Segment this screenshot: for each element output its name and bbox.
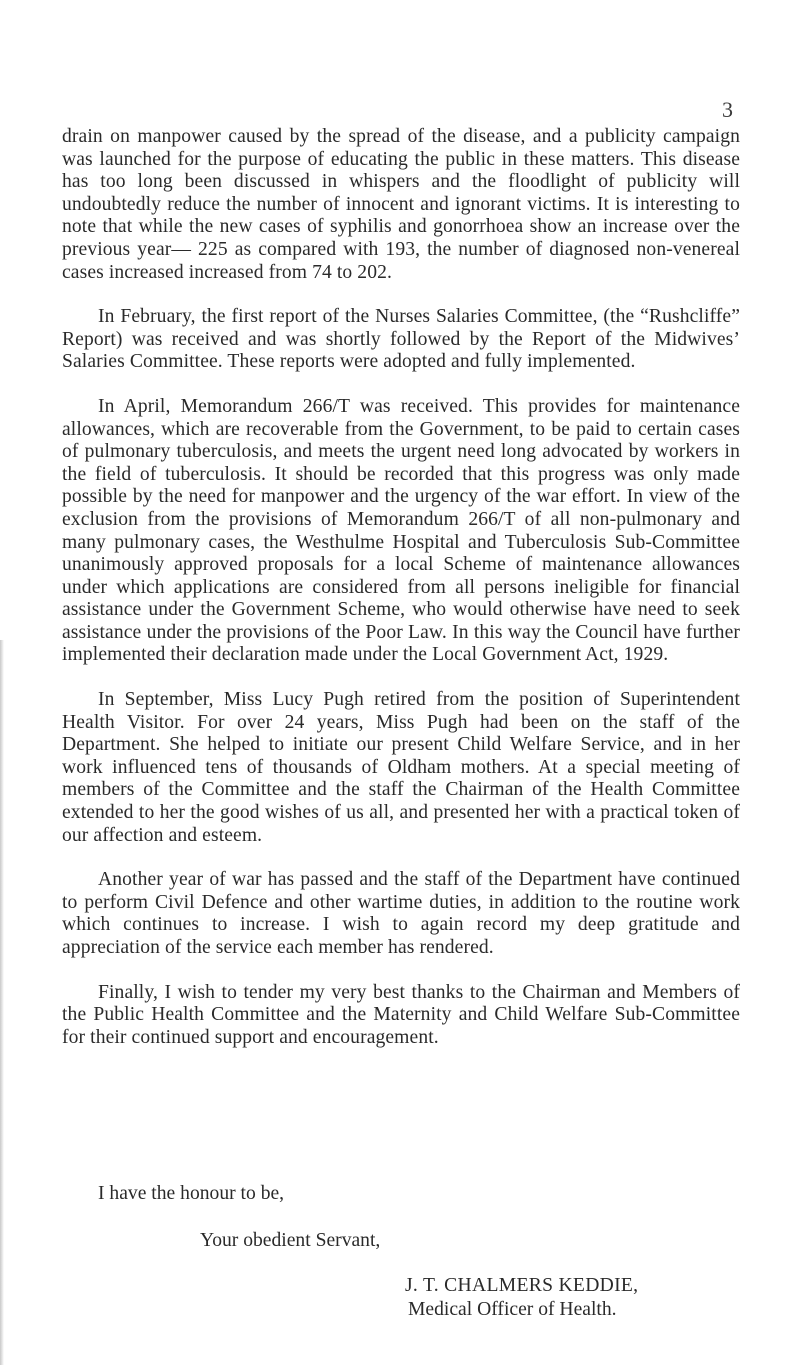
paragraph-memorandum: In April, Memorandum 266/T was received. This provides for maintenance allowances, which are recoverable from the Government, to be paid to certain cases of pulmonary tuberculosis, and meets the urgent need long advocated by workers in the field of tuberculosis. It should be recorded that this progress was only made possible by the need for manpower and the urgency of the war effort. In view of the exclusion from the provisions of Memorandum 266/T of all non-pulmonary and many pulmonary cases, the Westhulme Hospital and Tuberculosis Sub-Committee unanimously approved proposals for a local Scheme of maintenance allowances under which applications are considered from all persons ineligible for financial assistance under the Government Scheme, who would otherwise have need to seek assistance under the provisions of the Poor Law. In this way the Council have further implemented their declaration made under the Local Government Act, 1929.	[62, 395, 740, 666]
page-edge-shadow	[0, 640, 4, 1365]
paragraph-thanks: Finally, I wish to tender my very best thanks to the Chairman and Members of the Public Health Committee and the Maternity and Child Welfare Sub-Committee for their continued support and encouragement.	[62, 981, 740, 1048]
closing-line: I have the honour to be,	[98, 1183, 285, 1204]
salutation: Your obedient Servant,	[200, 1230, 381, 1251]
signature-name: J. T. CHALMERS KEDDIE,	[405, 1275, 639, 1296]
paragraph-retirement: In September, Miss Lucy Pugh retired from the position of Superintendent Health Visitor. For over 24 years, Miss Pugh had been on the staff of the Department. She helped to initiate our present Child Welfare Service, and in her work influenced tens of thousands of Oldham mothers. At a special meeting of members of the Committee and the staff the Chairman of the Health Committee extended to her the good wishes of us all, and presented her with a practical token of our affection and esteem.	[62, 689, 740, 846]
signature-title: Medical Officer of Health.	[408, 1299, 617, 1320]
paragraph-salaries-committee: In February, the first report of the Nurses Salaries Committee, (the “Rushcliffe” Report) was received and was shortly followed by the Report of the Midwives’ Salaries Committee. These reports were adopted and fully implemented.	[62, 306, 740, 373]
report-body	[62, 126, 740, 1071]
paragraph-continued: drain on manpower caused by the spread of the disease, and a publicity campaign was launched for the purpose of educating the public in these matters. This disease has too long been discussed in whispers and the floodlight of publicity will undoubtedly reduce the number of innocent and ignorant victims. It is interesting to note that while the new cases of syphilis and gonorrhoea show an increase over the previous year— 225 as compared with 193, the number of diagnosed non-venereal cases increased increased from 74 to 202.	[62, 126, 740, 283]
paragraph-war-duties: Another year of war has passed and the staff of the Department have continued to perform Civil Defence and other wartime duties, in addition to the routine work which continues to increase. I wish to again record my deep gratitude and appreciation of the service each member has rendered.	[62, 869, 740, 958]
page-number: 3	[722, 97, 733, 122]
